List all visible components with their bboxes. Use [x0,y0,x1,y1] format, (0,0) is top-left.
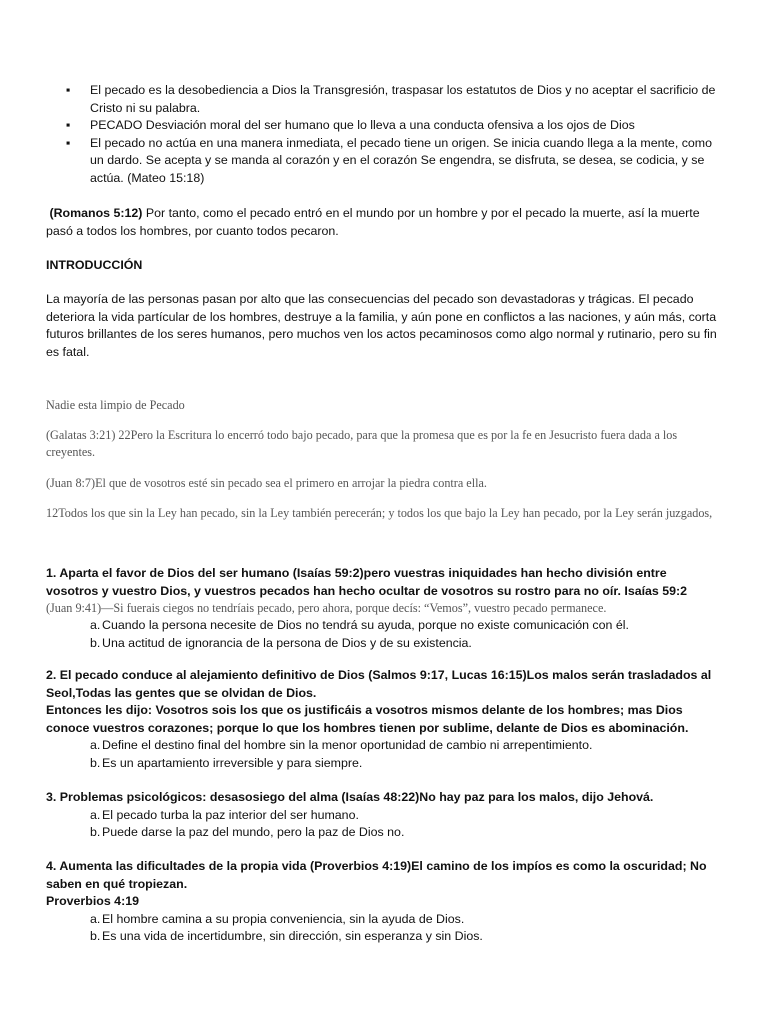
point-2 [46,667,722,773]
nadie-line: Nadie esta limpio de Pecado [46,398,185,412]
point-3-a: a. El pecado turba la paz interior del ser humano. [90,807,359,822]
galatas-paragraph: (Galatas 3:21) 22Pero la Escritura lo encerró todo bajo pecado, para que la promesa que es por la fe en Jesucristo fuera dada a los creyentes. [46,428,678,459]
point-1-quote: (Juan 9:41)—Si fuerais ciegos no tendríais pecado, pero ahora, porque decís: “Vemos”, vuestro pecado permanece. [46,601,607,616]
romanos-paragraph: (Romanos 5:12) Por tanto, como el pecado entró en el mundo por un hombre y por el pecado la muerte, así la muerte pasó a todos los hombres, por cuanto todos pecaron. [46,206,700,238]
bullet-item: ▪ El pecado no actúa en una manera inmediata, el pecado tiene un origen. Se inicia cuando llega a la mente, como un dardo. Se acepta y se manda al corazón y en el corazón Se engendra, se disfruta, se desea, se codicia, y se actúa. (Mateo 15:18) [66,135,713,185]
point-1-b: b. Una actitud de ignorancia de la persona de Dios y de su existencia. [90,635,472,650]
point-2-b: b. Es un apartamiento irreversible y para siempre. [90,755,363,770]
bullet-item: ▪ El pecado es la desobediencia a Dios la Transgresión, traspasar los estatutos de Dios y no aceptar el sacrificio de Cristo ni su palabra. [66,83,716,115]
point-3-b: b. Puede darse la paz del mundo, pero la paz de Dios no. [90,825,405,840]
point-1-a: a. Cuando la persona necesite de Dios no tendrá su ayuda, porque no existe comunicación con él. [90,618,629,633]
square-bullet-icon: ▪ [66,118,71,133]
point-4-ref: Proverbios 4:19 [46,894,139,909]
point-2-title: 2. El pecado conduce al alejamiento definitivo de Dios (Salmos 9:17, Lucas 16:15)Los malos serán trasladados al Seol,Todas las gentes que se olvidan de Dios. [46,668,712,700]
point-4-a: a. El hombre camina a su propia conveniencia, sin la ayuda de Dios. [90,911,465,926]
square-bullet-icon: ▪ [66,83,71,97]
point-4-title: 4. Aumenta las dificultades de la propia vida (Proverbios 4:19)El camino de los impíos es como la oscuridad; No saben en qué tropiezan. [46,859,707,891]
intro-paragraph: La mayoría de las personas pasan por alto que las consecuencias del pecado son devastadoras y trágicas. El pecado deteriora la vida partícular de los hombres, destruye a la familia, y aún pone en conflictos a las naciones, y aún más, corta futuros brillantes de los seres humanos, pero muchos ven los actos pecaminosos como algo normal y rutinario, pero su fin es fatal. [46,292,717,359]
bullet-item: ▪ PECADO Desviación moral del ser humano que lo lleva a una conducta ofensiva a los ojos de Dios [66,117,722,135]
point-1-title: 1. Aparta el favor de Dios del ser humano (Isaías 59:2)pero vuestras iniquidades han hecho división entre vosotros y vuestro Dios, y vuestros pecados han hecho ocultar de vosotros su rostro para no oír. Isaías 59:2 [46,566,688,598]
point-4 [46,858,722,946]
point-3 [46,789,722,842]
definition-bullets [66,82,722,188]
intro-heading: INTRODUCCIÓN [46,258,143,272]
ley-paragraph: 12Todos los que sin la Ley han pecado, sin la Ley también perecerán; y todos los que bajo la Ley han pecado, por la Ley serán juzgados, [46,506,713,520]
point-1 [46,565,722,652]
square-bullet-icon: ▪ [66,135,71,150]
point-2-quote: Entonces les dijo: Vosotros sois los que os justificáis a vosotros mismos delante de los hombres; mas Dios conoce vuestros corazones; porque lo que los hombres tienen por sublime, delante de Dios es abominación. [46,703,689,735]
point-2-a: a. Define el destino final del hombre sin la menor oportunidad de cambio ni arrepentimiento. [90,738,593,753]
point-4-b: b. Es una vida de incertidumbre, sin dirección, sin esperanza y sin Dios. [90,929,483,944]
juan-line: (Juan 8:7)El que de vosotros esté sin pecado sea el primero en arrojar la piedra contra ella. [46,476,487,490]
point-3-title: 3. Problemas psicológicos: desasosiego del alma (Isaías 48:22)No hay paz para los malos, dijo Jehová. [46,790,654,804]
